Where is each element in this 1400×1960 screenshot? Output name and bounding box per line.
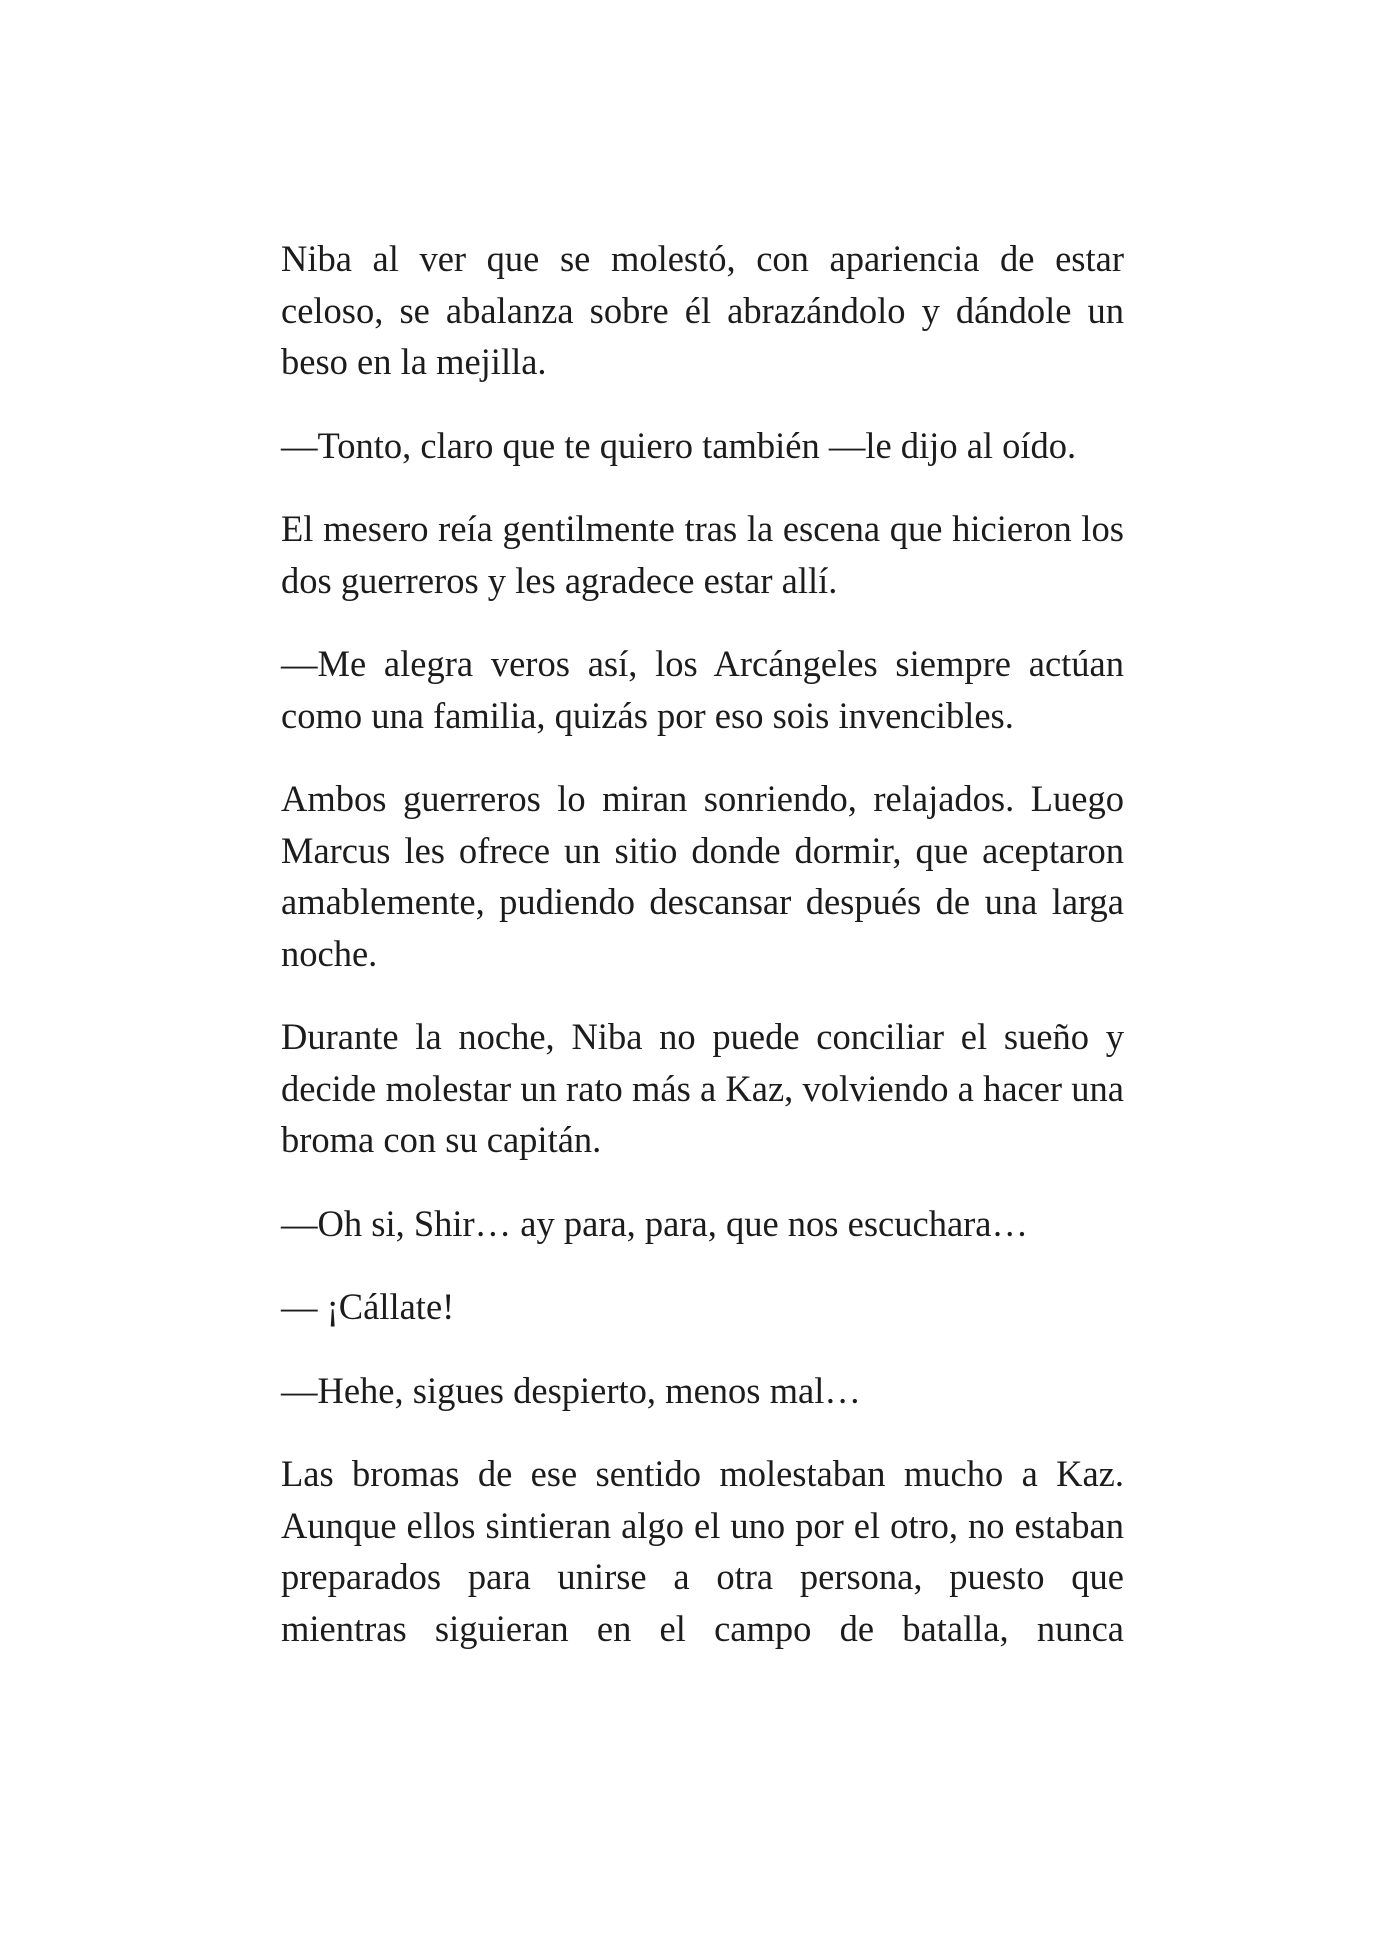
paragraph-2: El mesero reía gentilmente tras la escena que hicieron los dos guerreros y les agradece estar allí. [281, 508, 1124, 601]
dialogue-line-4: — ¡Cállate! [281, 1286, 455, 1327]
page-text [281, 233, 1124, 1686]
dialogue-line-2: —Me alegra veros así, los Arcángeles siempre actúan como una familia, quizás por eso sois invencibles. [281, 643, 1124, 736]
dialogue-line-3: —Oh si, Shir… ay para, para, que nos escuchara… [281, 1202, 1029, 1244]
dialogue-line-5: —Hehe, sigues despierto, menos mal… [281, 1369, 861, 1411]
dialogue-line-1: —Tonto, claro que te quiero también —le dijo al oído. [281, 424, 1077, 466]
paragraph-1: Niba al ver que se molestó, con apariencia de estar celoso, se abalanza sobre él abrazándolo y dándole un beso en la mejilla. [281, 238, 1124, 382]
paragraph-5: Las bromas de ese sentido molestaban mucho a Kaz. Aunque ellos sintieran algo el uno por el otro, no estaban preparados para unirse a otra persona, puesto que mientras siguieran en el campo de batalla, nunca [281, 1453, 1124, 1649]
paragraph-4: Durante la noche, Niba no puede conciliar el sueño y decide molestar un rato más a Kaz, volviendo a hacer una broma con su capitán. [281, 1016, 1124, 1160]
paragraph-3: Ambos guerreros lo miran sonriendo, relajados. Luego Marcus les ofrece un sitio donde dormir, que aceptaron amablemente, pudiendo descansar después de una larga noche. [281, 778, 1124, 974]
